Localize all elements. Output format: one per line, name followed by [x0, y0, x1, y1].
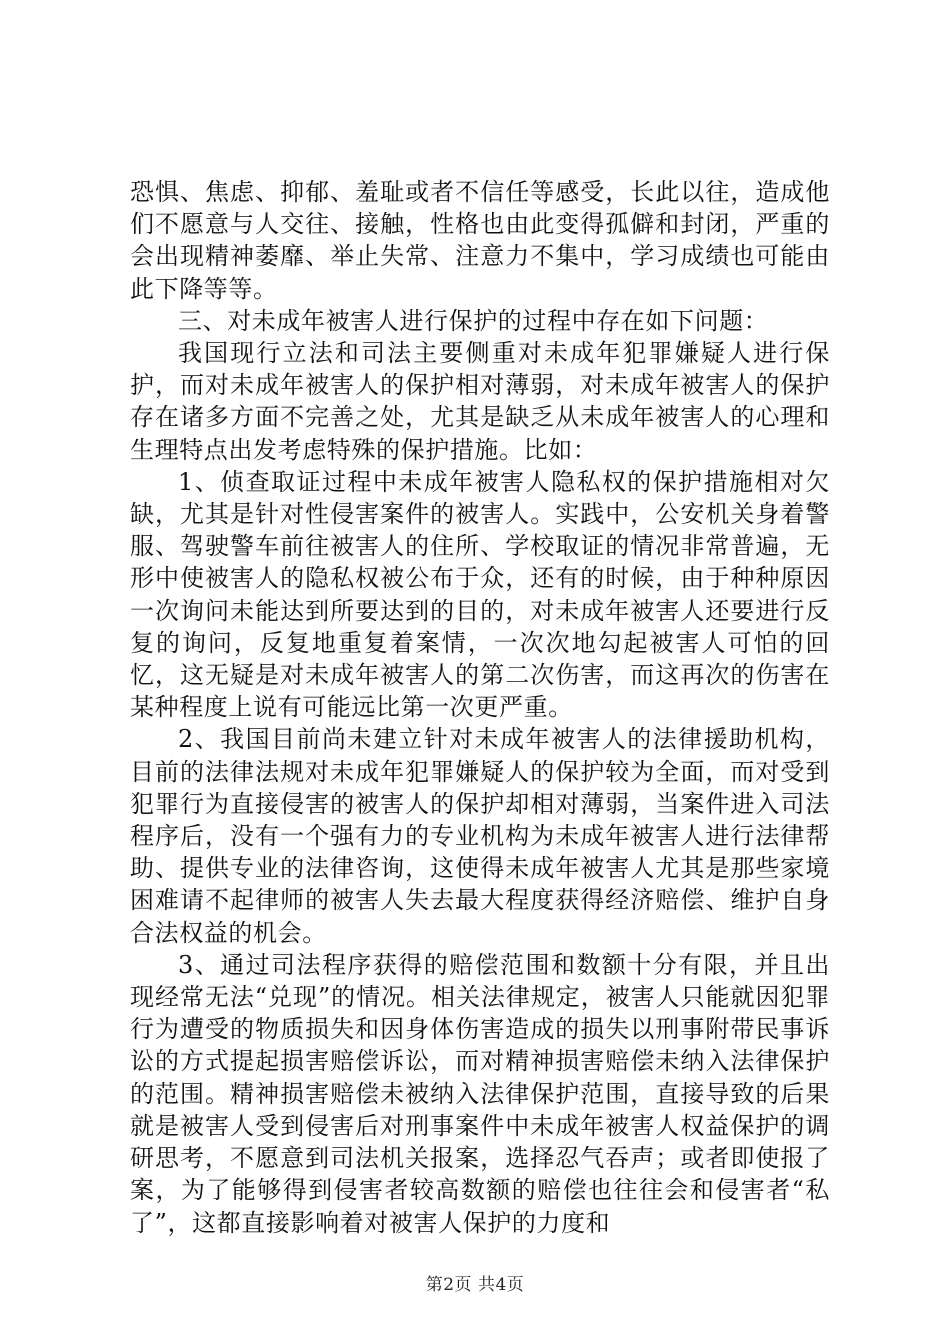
- page-number-footer: 第2页 共4页: [425, 1275, 525, 1295]
- paragraph-point-1: 1、侦查取证过程中未成年被害人隐私权的保护措施相对欠缺，尤其是针对性侵害案件的被害人。实践中，公安机关身着警服、驾驶警车前往被害人的住所、学校取证的情况非常普遍，无形中使被害人的隐私权被公布于众，还有的时候，由于种种原因一次询问未能达到所要达到的目的，对未成年被害人还要进行反复的询问，反复地重复着案情，一次次地勾起被害人可怕的回忆，这无疑是对未成年被害人的第二次伤害，而这再次的伤害在某种程度上说有可能远比第一次更严重。: [130, 467, 830, 722]
- paragraph-intro: 我国现行立法和司法主要侧重对未成年犯罪嫌疑人进行保护，而对未成年被害人的保护相对薄弱，对未成年被害人的保护存在诸多方面不完善之处，尤其是缺乏从未成年被害人的心理和生理特点出发考虑特殊的保护措施。比如：: [130, 339, 830, 464]
- paragraph-point-3: 3、通过司法程序获得的赔偿范围和数额十分有限，并且出现经常无法“兑现”的情况。相关法律规定，被害人只能就因犯罪行为遭受的物质损失和因身体伤害造成的损失以刑事附带民事诉讼的方式提起损害赔偿诉讼，而对精神损害赔偿未纳入法律保护的范围。精神损害赔偿未被纳入法律保护范围，直接导致的后果就是被害人受到侵害后对刑事案件中未成年被害人权益保护的调研思考，不愿意到司法机关报案，选择忍气吞声；或者即使报了案，为了能够得到侵害者较高数额的赔偿也往往会和侵害者“私了”，这都直接影响着对被害人保护的力度和: [130, 950, 830, 1237]
- document-body: [130, 176, 830, 1239]
- paragraph-continuation: 恐惧、焦虑、抑郁、羞耻或者不信任等感受，长此以往，造成他们不愿意与人交往、接触，性格也由此变得孤僻和封闭，严重的会出现精神萎靡、举止失常、注意力不集中，学习成绩也可能由此下降等等。: [130, 178, 830, 303]
- paragraph-point-2: 2、我国目前尚未建立针对未成年被害人的法律援助机构，目前的法律法规对未成年犯罪嫌疑人的保护较为全面，而对受到犯罪行为直接侵害的被害人的保护却相对薄弱，当案件进入司法程序后，没有一个强有力的专业机构为未成年被害人进行法律帮助、提供专业的法律咨询，这使得未成年被害人尤其是那些家境困难请不起律师的被害人失去最大程度获得经济赔偿、维护自身合法权益的机会。: [130, 725, 830, 947]
- section-heading: 三、对未成年被害人进行保护的过程中存在如下问题：: [178, 306, 769, 335]
